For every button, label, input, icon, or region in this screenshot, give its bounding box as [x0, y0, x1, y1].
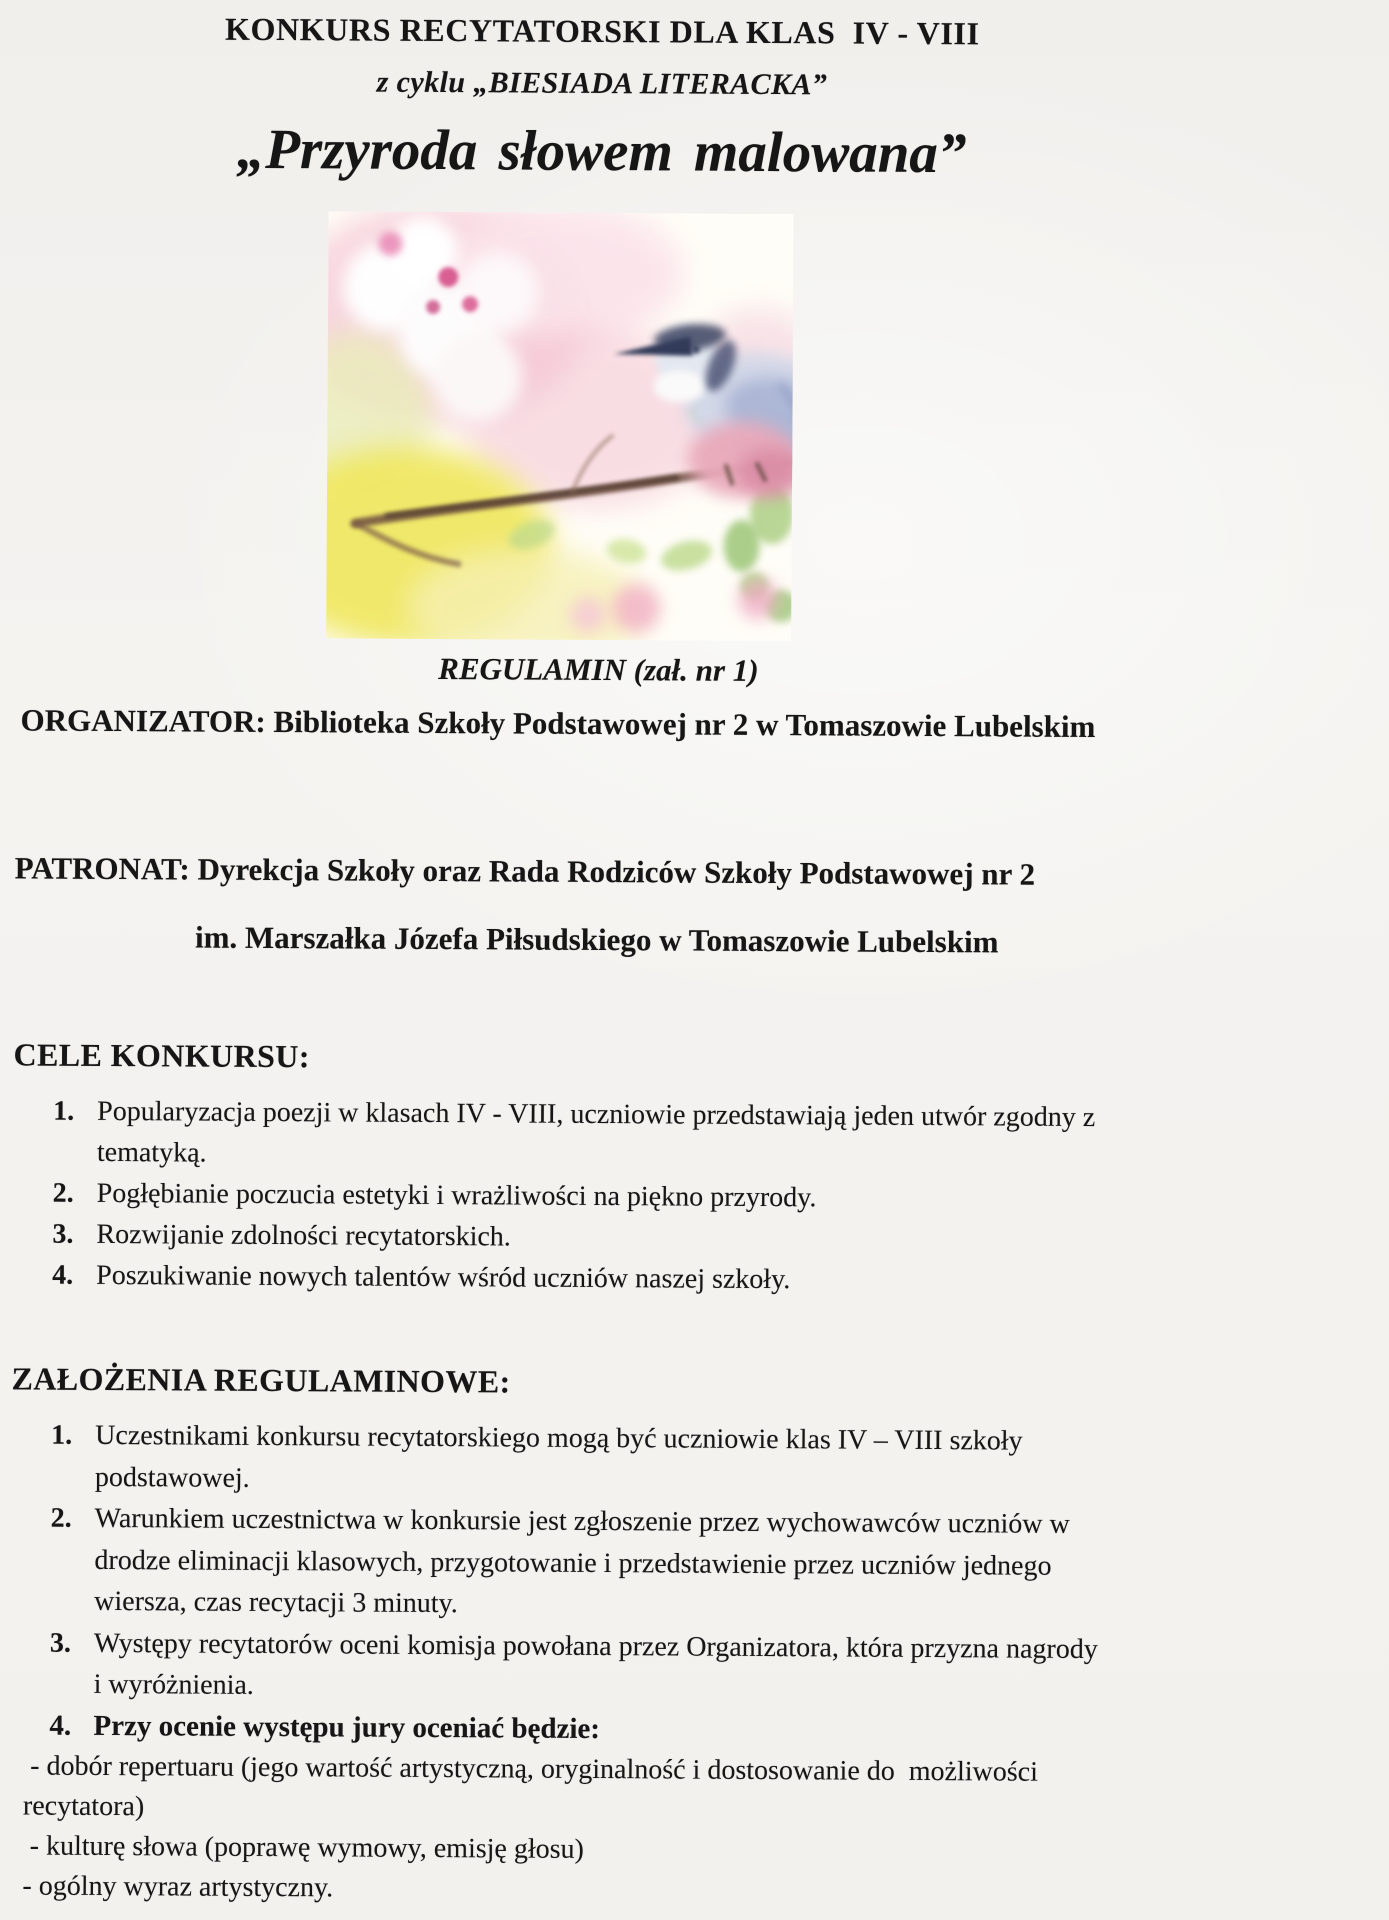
cele-list	[12, 1090, 1178, 1302]
cele-item-1	[13, 1090, 1178, 1179]
text-line: tematyką.	[96, 1136, 207, 1169]
text-line: podstawowej.	[94, 1461, 250, 1494]
document-content	[8, 0, 1185, 1914]
list-number: 1.	[53, 1095, 75, 1127]
jury-criteria	[22, 1746, 1174, 1913]
cele-item-3	[12, 1213, 1177, 1261]
bird-blossom-art	[326, 211, 794, 641]
list-number: 4.	[49, 1709, 72, 1742]
zalozenia-item-1	[11, 1414, 1176, 1504]
patron-line-2: im. Marszałka Józefa Piłsudskiego w Tomaszowie Lubelskim	[194, 919, 999, 960]
text-line: Poszukiwanie nowych talentów wśród uczniów naszej szkoły.	[96, 1259, 791, 1296]
list-number: 2.	[50, 1502, 72, 1534]
patron-line-1: PATRONAT: Dyrekcja Szkoły oraz Rada Rodziców Szkoły Podstawowej nr 2	[14, 850, 1036, 892]
organizer-line: ORGANIZATOR: Biblioteka Szkoły Podstawowej nr 2 w Tomaszowie Lubelskim	[20, 702, 1096, 745]
cele-heading: CELE KONKURSU:	[13, 1036, 310, 1075]
list-number: 3.	[49, 1627, 72, 1659]
zalozenia-list	[9, 1414, 1176, 1753]
list-text	[93, 1705, 1174, 1753]
criterion-repertoire	[23, 1746, 1174, 1833]
regulamin-heading: REGULAMIN (zał. nr 1)	[438, 651, 759, 688]
text-line: Rozwijanie zdolności recytatorskich.	[96, 1218, 511, 1253]
text-line: Występy recytatorów oceni komisja powołana przez Organizatora, która przyzna nagrody	[93, 1627, 1098, 1665]
text-line: Warunkiem uczestnictwa w konkursie jest zgłoszenie przez wychowawców uczniów w	[94, 1502, 1070, 1540]
text-line: Przy ocenie występu jury oceniać będzie:	[93, 1709, 601, 1745]
zalozenia-heading: ZAŁOŻENIA REGULAMINOWE:	[11, 1360, 511, 1400]
list-text	[96, 1255, 1177, 1303]
bird-blossom-image	[326, 211, 794, 641]
cele-item-4	[12, 1254, 1177, 1302]
list-text	[94, 1622, 1175, 1712]
list-text	[95, 1415, 1176, 1505]
list-text	[94, 1498, 1176, 1629]
zalozenia-item-2	[10, 1497, 1176, 1629]
list-number: 2.	[52, 1177, 74, 1209]
list-text	[96, 1214, 1177, 1262]
text-line: Uczestnikami konkursu recytatorskiego mogą być uczniowie klas IV – VIII szkoły	[95, 1419, 1023, 1457]
text-line: drodze eliminacji klasowych, przygotowanie i przedstawienie przez uczniów jednego	[94, 1544, 1052, 1582]
zalozenia-item-3	[10, 1622, 1175, 1712]
cele-item-2	[13, 1172, 1178, 1220]
text-line: wiersza, czas recytacji 3 minuty.	[94, 1585, 458, 1620]
text-line: Popularyzacja poezji w klasach IV - VIII, uczniowie przedstawiają jeden utwór zgodny z	[97, 1095, 1096, 1134]
text-line: Pogłębianie poczucia estetyki i wrażliwości na piękno przyrody.	[96, 1177, 817, 1214]
criterion-speech-culture	[23, 1826, 1174, 1873]
series-subtitle: z cyklu „BIESIADA LITERACKA”	[376, 65, 828, 102]
text-line: - dobór repertuaru (jego wartość artystyczną, oryginalność i dostosowanie do możliwości	[23, 1750, 1038, 1788]
text-line: recytatora)	[22, 1790, 145, 1823]
list-number: 3.	[52, 1218, 74, 1250]
contest-title: KONKURS RECYTATORSKI DLA KLAS IV - VIII	[224, 10, 980, 52]
text-line: i wyróżnienia.	[93, 1668, 254, 1701]
list-text	[97, 1091, 1178, 1180]
theme-title: „Przyroda słowem malowana”	[236, 117, 967, 186]
zalozenia-item-4	[9, 1705, 1174, 1754]
text-line: - ogólny wyraz artystyczny.	[22, 1870, 334, 1904]
list-number: 1.	[51, 1419, 73, 1451]
text-line: - kulturę słowa (poprawę wymowy, emisję głosu)	[22, 1830, 584, 1865]
criterion-artistic-expression	[22, 1866, 1173, 1913]
list-number: 4.	[52, 1259, 74, 1291]
list-text	[97, 1173, 1178, 1221]
